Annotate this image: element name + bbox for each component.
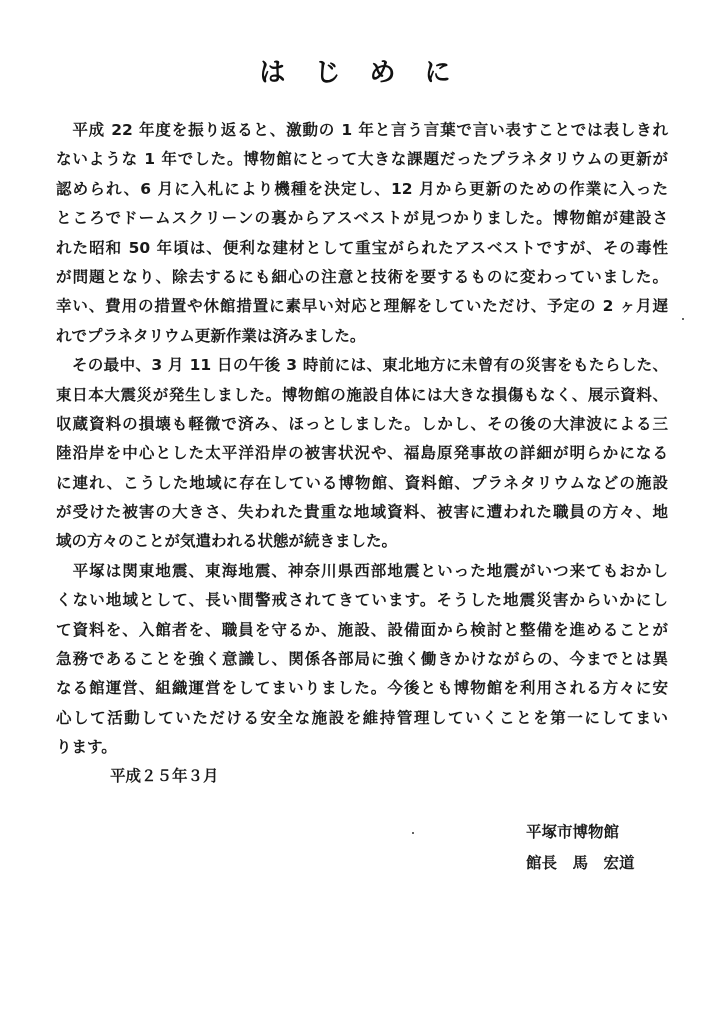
text-line: 心して活動していただける安全な施設を維持管理していくことを第一にしてまい bbox=[56, 708, 668, 727]
scan-speck bbox=[412, 832, 414, 834]
text-line: ところでドームスクリーンの裏からアスベストが見つかりました。博物館が建設さ bbox=[56, 209, 668, 228]
text-line: 急務であることを強く意識し、関係各部局に強く働きかけながらの、今までとは異 bbox=[56, 650, 668, 669]
text-line: 認められ、6 月に入札により機種を決定し、12 月から更新のための作業に入った bbox=[56, 179, 668, 198]
text-line: その最中、3 月 11 日の午後 3 時前には、東北地方に未曾有の災害をもたらした、 bbox=[56, 356, 668, 375]
scan-speck bbox=[682, 318, 684, 320]
document-date: 平成２５年３月 bbox=[110, 767, 219, 785]
paragraph-2 bbox=[56, 351, 668, 557]
text-line: なる館運営、組織運営をしてまいりました。今後とも博物館を利用される方々に安 bbox=[56, 679, 668, 698]
text-line: 平成 22 年度を振り返ると、激動の 1 年と言う言葉で言い表すことでは表しきれ bbox=[56, 121, 668, 139]
text-line: くない地域として、長い間警戒されてきています。そうした地震災害からいかにし bbox=[56, 591, 668, 610]
text-line: 収蔵資料の損壊も軽微で済み、ほっとしました。しかし、その後の大津波による三 bbox=[56, 414, 668, 433]
text-line: 東日本大震災が発生しました。博物館の施設自体には大きな損傷もなく、展示資料、 bbox=[56, 385, 668, 404]
signature-organization: 平塚市博物館 bbox=[526, 823, 620, 841]
text-line: 平塚は関東地震、東海地震、神奈川県西部地震といった地震がいつ来てもおかし bbox=[56, 561, 668, 580]
text-line: 域の方々のことが気遣われる状態が続きました。 bbox=[56, 532, 398, 551]
body-text bbox=[56, 116, 668, 763]
text-line: ります。 bbox=[56, 738, 117, 757]
text-line: て資料を、入館者を、職員を守るか、施設、設備面から検討と整備を進めることが bbox=[56, 620, 668, 639]
text-line: が受けた被害の大きさ、失われた貴重な地域資料、被害に遭われた職員の方々、地 bbox=[56, 503, 668, 522]
text-line: ないような 1 年でした。博物館にとって大きな課題だったプラネタリウムの更新が bbox=[56, 150, 668, 169]
paragraph-1 bbox=[56, 116, 668, 351]
text-line: 陸沿岸を中心とした太平洋沿岸の被害状況や、福島原発事故の詳細が明らかになる bbox=[56, 444, 668, 463]
signature-name: 館長 馬 宏道 bbox=[526, 854, 635, 872]
text-line: が問題となり、除去するにも細心の注意と技術を要するものに変わっていました。 bbox=[56, 267, 668, 286]
text-line: に連れ、こうした地域に存在している博物館、資料館、プラネタリウムなどの施設 bbox=[56, 473, 668, 492]
paragraph-3 bbox=[56, 557, 668, 763]
text-line: れた昭和 50 年頃は、便利な建材として重宝がられたアスベストですが、その毒性 bbox=[56, 238, 668, 257]
text-line: れでプラネタリウム更新作業は済みました。 bbox=[56, 326, 366, 345]
text-line: 幸い、費用の措置や休館措置に素早い対応と理解をしていただけ、予定の 2 ヶ月遅 bbox=[56, 297, 668, 316]
page-title: は じ め に bbox=[259, 58, 461, 88]
